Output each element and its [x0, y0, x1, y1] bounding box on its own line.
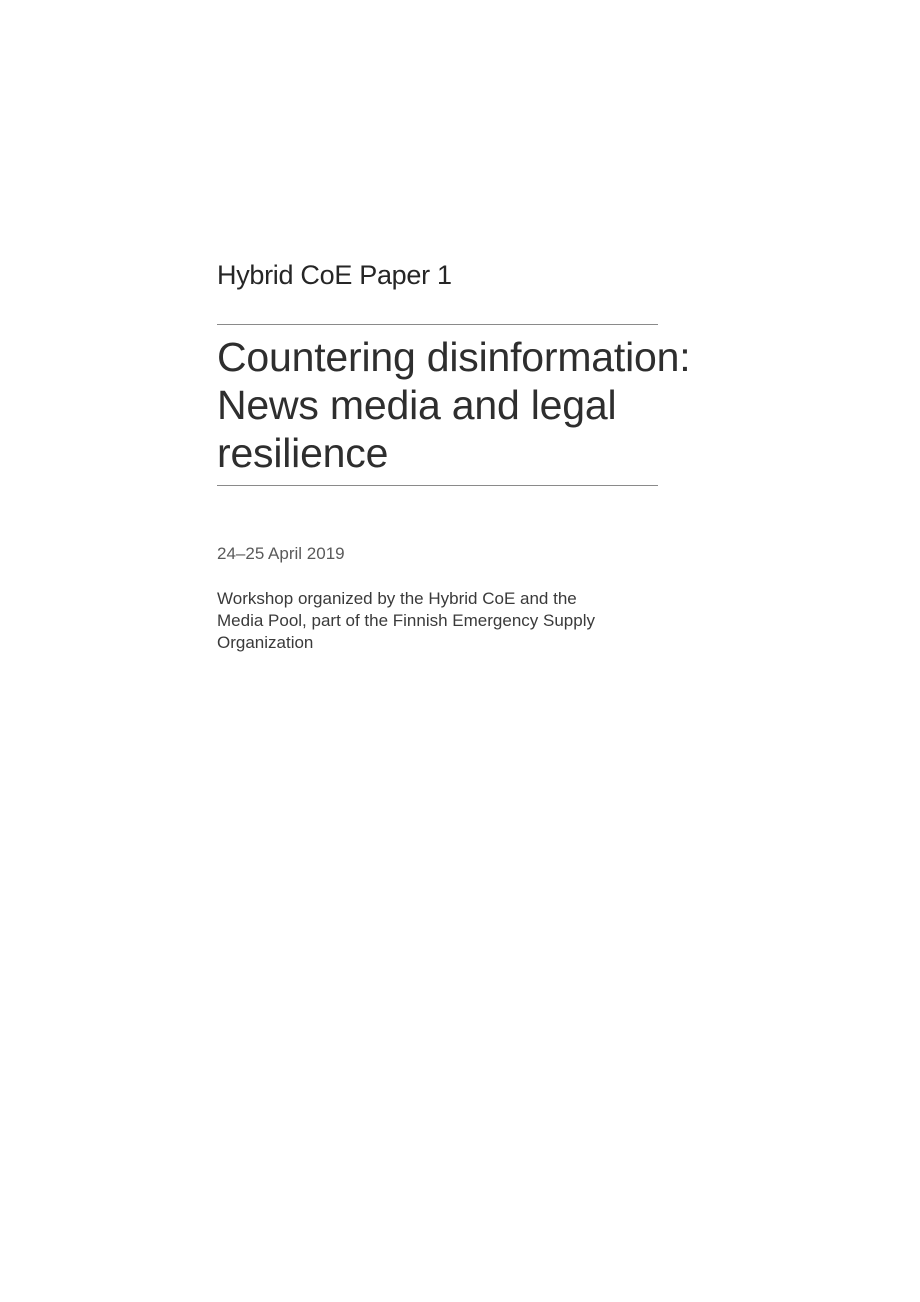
- description-line: Media Pool, part of the Finnish Emergency Supply: [217, 611, 595, 630]
- title-top-divider: [217, 324, 658, 325]
- document-title: [217, 333, 907, 477]
- description-line: Workshop organized by the Hybrid CoE and the: [217, 589, 577, 608]
- series-label: Hybrid CoE Paper 1: [217, 260, 452, 290]
- event-date: 24–25 April 2019: [217, 544, 345, 563]
- title-line: News media and legal: [217, 382, 617, 428]
- title-line: resilience: [217, 430, 389, 476]
- title-bottom-divider: [217, 485, 658, 486]
- workshop-description: [217, 588, 637, 654]
- description-line: Organization: [217, 633, 314, 652]
- title-line: Countering disinformation:: [217, 334, 691, 380]
